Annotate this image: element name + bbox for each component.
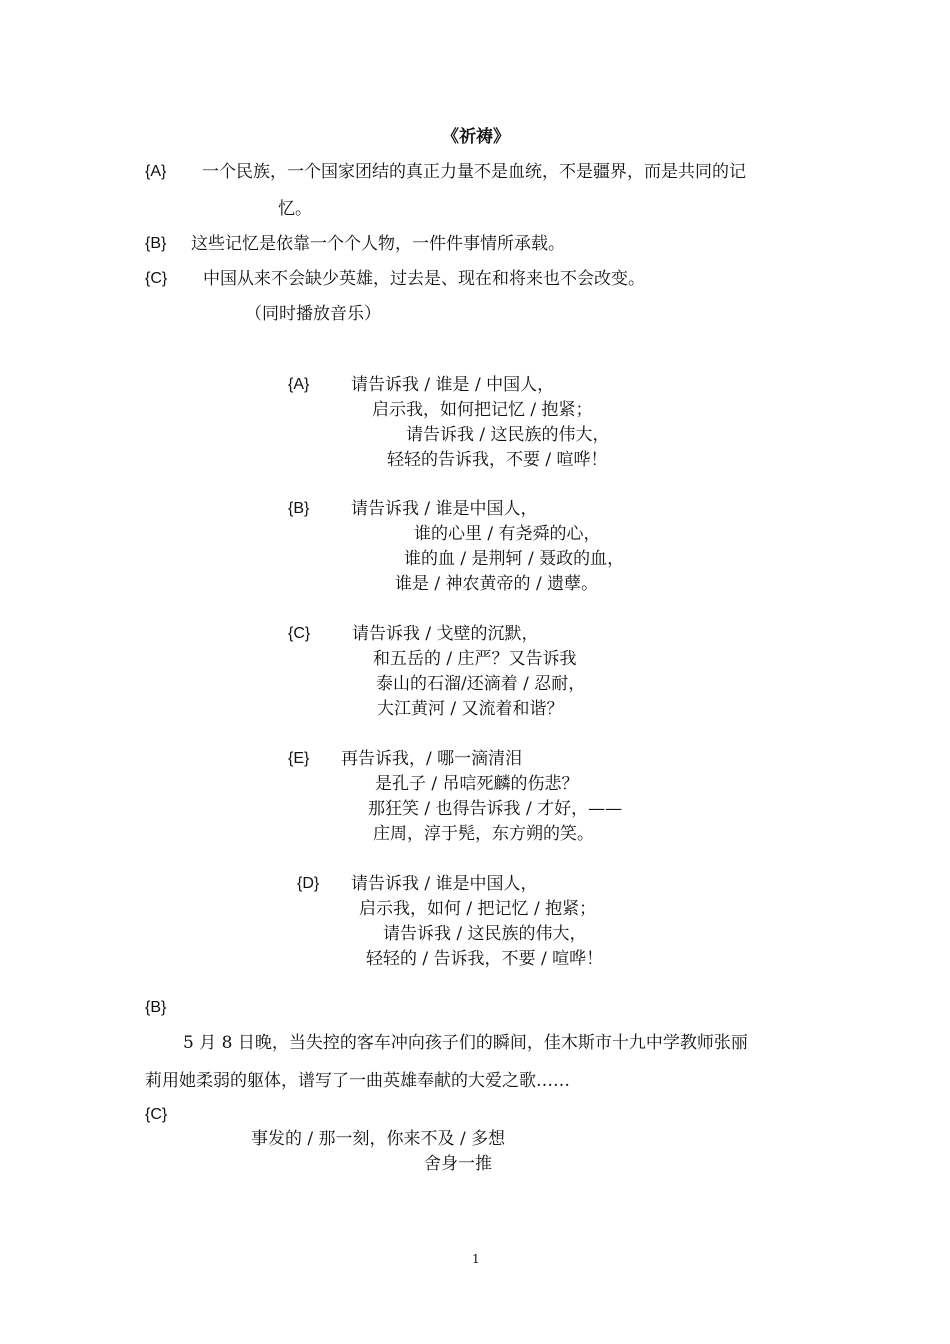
- stanza-label: {E}: [288, 750, 310, 767]
- page-title: 《祈祷》: [442, 127, 510, 147]
- poem-line: 轻轻的 / 告诉我，不要 / 喧哗！: [366, 949, 604, 969]
- intro-line-b: 这些记忆是依靠一个个人物，一件件事情所承载。: [191, 234, 565, 254]
- poem-line: 和五岳的 / 庄严？又告诉我: [373, 649, 577, 669]
- paragraph-line-1: 5 月 8 日晚，当失控的客车冲向孩子们的瞬间，佳木斯市十九中学教师张丽: [183, 1033, 748, 1053]
- stanza-label: {B}: [288, 500, 310, 517]
- poem-line: 事发的 / 那一刻，你来不及 / 多想: [251, 1129, 506, 1149]
- poem-line: 请告诉我 / 谁是 / 中国人，: [351, 375, 555, 395]
- poem-line: 请告诉我 / 戈壁的沉默，: [352, 624, 539, 644]
- stanza-label: {D}: [297, 875, 320, 892]
- poem-line: 请告诉我 / 这民族的伟大，: [383, 924, 587, 944]
- poem-line: 谁是 / 神农黄帝的 / 遗孽。: [395, 574, 599, 594]
- speaker-label-b: {B}: [145, 999, 167, 1016]
- poem-line: 请告诉我 / 谁是中国人，: [351, 874, 538, 894]
- intro-line-a2: 忆。: [278, 199, 312, 219]
- poem-line: 大江黄河 / 又流着和谐？: [377, 699, 564, 719]
- page-number: 1: [472, 1252, 480, 1266]
- poem-line: 启示我，如何 / 把记忆 / 抱紧；: [359, 899, 597, 919]
- stanza-label: {A}: [288, 376, 310, 393]
- poem-line: 那狂笑 / 也得告诉我 / 才好，——: [368, 799, 623, 819]
- poem-line: 请告诉我 / 这民族的伟大，: [406, 425, 610, 445]
- poem-line: 再告诉我，/ 哪一滴清泪: [341, 749, 523, 769]
- stage-note: （同时播放音乐）: [245, 304, 381, 324]
- poem-line: 请告诉我 / 谁是中国人，: [351, 499, 538, 519]
- speaker-label-b: {B}: [145, 235, 167, 252]
- poem-line: 轻轻的告诉我，不要 / 喧哗！: [387, 450, 608, 470]
- poem-line: 谁的心里 / 有尧舜的心，: [414, 524, 601, 544]
- stanza-label: {C}: [288, 625, 311, 642]
- poem-line: 是孔子 / 吊唁死麟的伤悲？: [375, 774, 579, 794]
- speaker-label-c: {C}: [145, 270, 168, 287]
- poem-line: 谁的血 / 是荆轲 / 聂政的血，: [404, 549, 625, 569]
- intro-line-a1: 一个民族，一个国家团结的真正力量不是血统，不是疆界，而是共同的记: [202, 162, 746, 182]
- paragraph-line-2: 莉用她柔弱的躯体，谱写了一曲英雄奉献的大爱之歌……: [145, 1071, 570, 1091]
- intro-line-c: 中国从来不会缺少英雄，过去是、现在和将来也不会改变。: [203, 269, 645, 289]
- poem-line: 舍身一推: [424, 1154, 492, 1174]
- poem-line: 泰山的石溜/还滴着 / 忍耐，: [376, 674, 586, 694]
- speaker-label-a: {A}: [145, 163, 167, 180]
- poem-line: 启示我，如何把记忆 / 抱紧；: [372, 400, 593, 420]
- poem-line: 庄周，淳于髡，东方朔的笑。: [373, 824, 594, 844]
- speaker-label-c: {C}: [145, 1106, 168, 1123]
